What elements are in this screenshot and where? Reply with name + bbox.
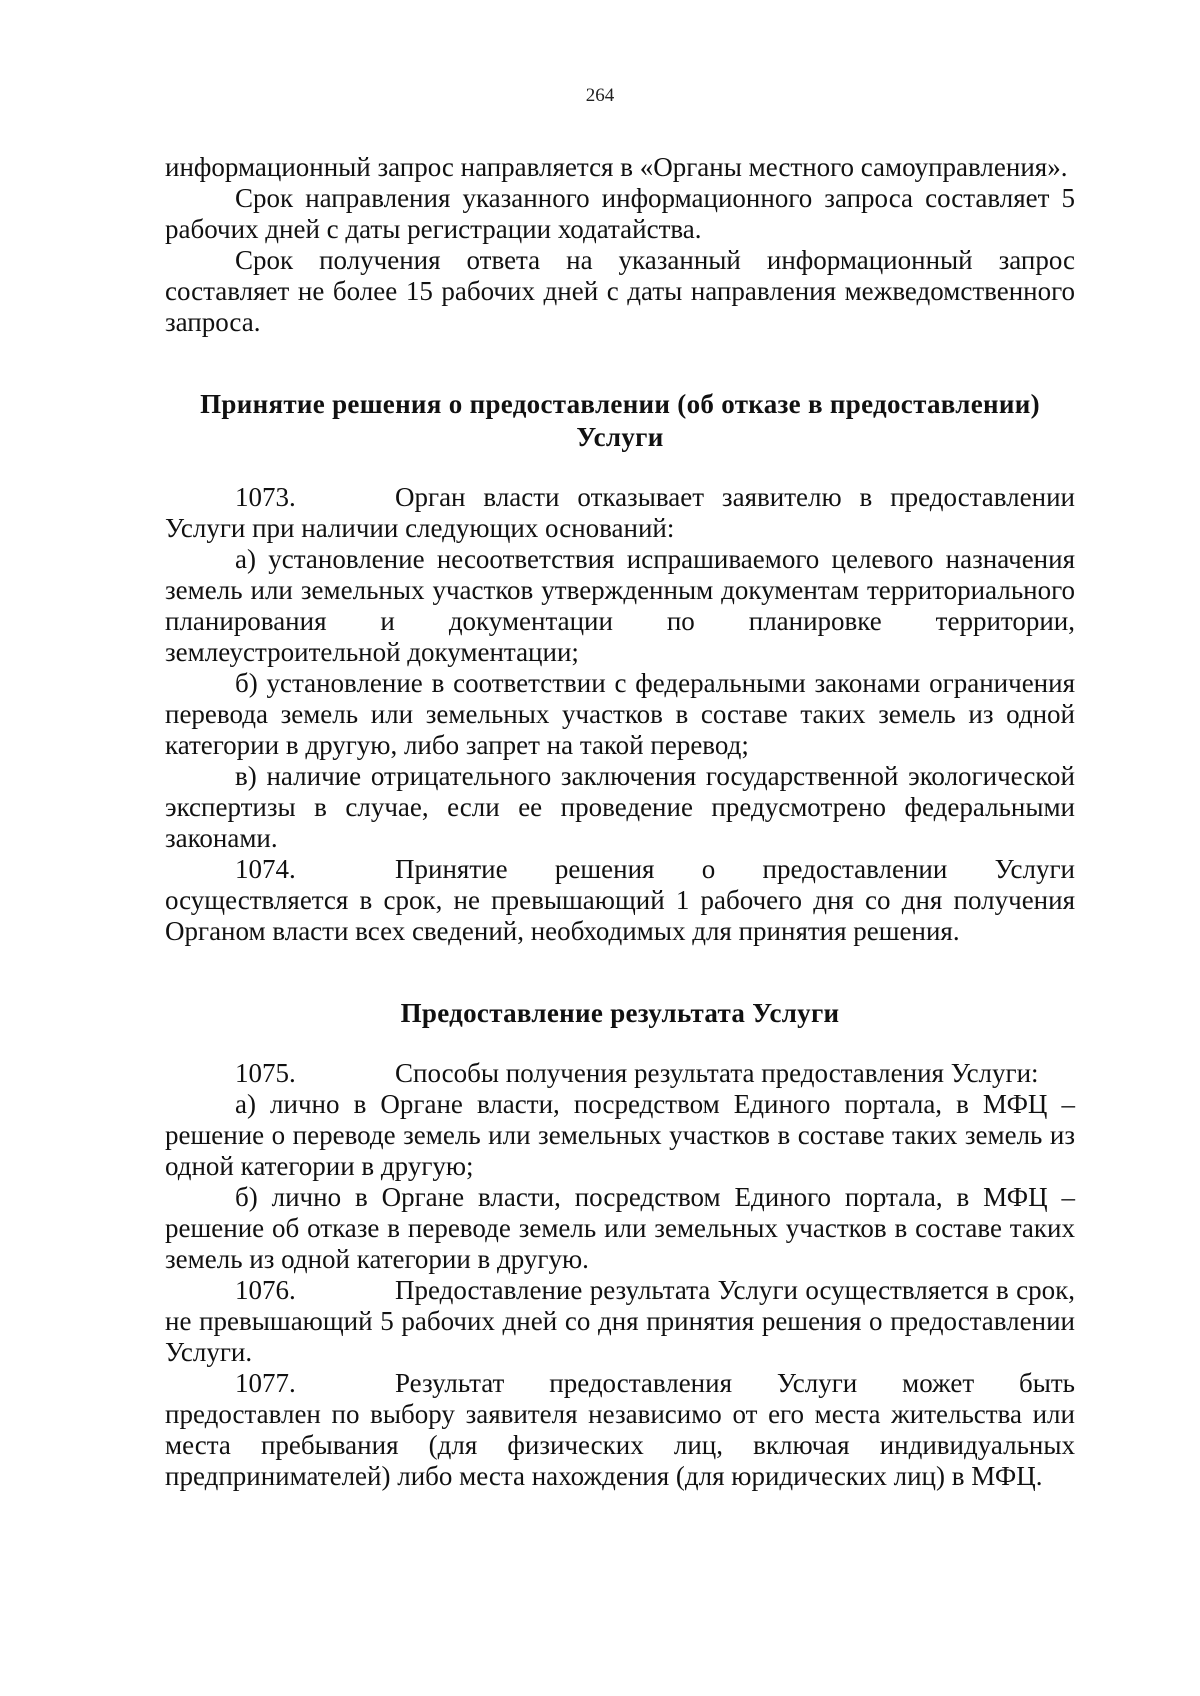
clause-text: Орган власти отказывает заявителю в предоставлении Услуги при наличии следующих оснований: xyxy=(165,482,1075,543)
clause-number: 1076. xyxy=(235,1275,296,1305)
clause-text: Результат предоставления Услуги может быть предоставлен по выбору заявителя независимо от его места жительства или места пребывания (для физических лиц, включая индивидуальных предпринимателей) либо места нахождения (для юридических лиц) в МФЦ. xyxy=(165,1368,1075,1491)
clause-number: 1077. xyxy=(235,1368,296,1398)
clause-number: 1073. xyxy=(235,482,296,512)
clause-1073 xyxy=(165,482,1075,544)
section-heading-result: Предоставление результата Услуги xyxy=(400,998,840,1028)
clause-1075-item-b: б) лично в Органе власти, посредством Единого портала, в МФЦ – решение об отказе в переводе земель или земельных участков в составе таких земель из одной категории в другую. xyxy=(165,1182,1075,1274)
intro-paragraph-2: Срок направления указанного информационного запроса составляет 5 рабочих дней с даты регистрации ходатайства. xyxy=(165,183,1075,244)
clause-1073-item-b: б) установление в соответствии с федеральными законами ограничения перевода земель или земельных участков в составе таких земель из одной категории в другую, либо запрет на такой перевод; xyxy=(165,668,1075,760)
clause-number: 1074. xyxy=(235,854,296,884)
clause-1073-item-c: в) наличие отрицательного заключения государственной экологической экспертизы в случае, если ее проведение предусмотрено федеральными законами. xyxy=(165,761,1075,853)
intro-paragraph-1: информационный запрос направляется в «Органы местного самоуправления». xyxy=(165,152,1068,182)
clause-number: 1075. xyxy=(235,1058,296,1088)
section-heading-decision: Принятие решения о предоставлении (об отказе в предоставлении) Услуги xyxy=(200,389,1040,452)
clause-text: Способы получения результата предоставления Услуги: xyxy=(395,1058,1039,1088)
page-content xyxy=(165,152,1075,1492)
clause-text: Принятие решения о предоставлении Услуги осуществляется в срок, не превышающий 1 рабочего дня со дня получения Органом власти всех сведений, необходимых для принятия решения. xyxy=(165,854,1075,946)
intro-paragraph-3: Срок получения ответа на указанный информационный запрос составляет не более 15 рабочих дней с даты направления межведомственного запроса. xyxy=(165,245,1075,337)
clause-1076 xyxy=(165,1275,1075,1368)
clause-1075-item-a: а) лично в Органе власти, посредством Единого портала, в МФЦ – решение о переводе земель или земельных участков в составе таких земель из одной категории в другую; xyxy=(165,1089,1075,1181)
clause-1075 xyxy=(165,1058,1075,1089)
clause-1077 xyxy=(165,1368,1075,1492)
page-number: 264 xyxy=(585,85,615,106)
clause-1073-item-a: а) установление несоответствия испрашиваемого целевого назначения земель или земельных участков утвержденным документам территориального планирования и документации по планировке территории, землеустроительной документации; xyxy=(165,544,1075,667)
clause-1074 xyxy=(165,854,1075,947)
clause-text: Предоставление результата Услуги осуществляется в срок, не превышающий 5 рабочих дней со дня принятия решения о предоставлении Услуги. xyxy=(165,1275,1075,1367)
